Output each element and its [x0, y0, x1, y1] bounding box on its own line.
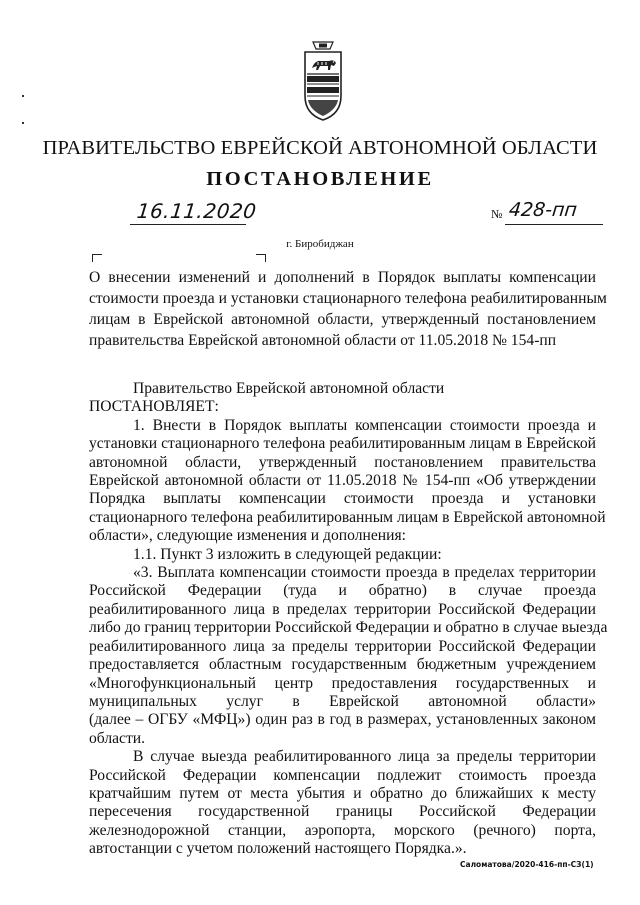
paragraph-line: стационарного телефона реабилитированным лицам в Еврейской автономной: [89, 508, 606, 526]
document-date: 16.11.2020: [135, 199, 258, 223]
subject-line: лицам в Еврейской автономной области, утвержденный постановлением: [89, 311, 596, 328]
paragraph-line: Еврейской автономной области от 11.05.2018 № 154-пп «Об утверждении: [89, 472, 596, 490]
paragraph-line: Российской Федерации (туда и обратно) в случае проезда: [89, 582, 596, 600]
paragraph-line: кратчайшим путем от места убытия и обратно до ближайших к месту: [89, 784, 596, 802]
subject-line: стоимости проезда и установки стационарного телефона реабилитированным: [89, 290, 607, 307]
paragraph-line: установки стационарного телефона реабилитированным лицам в Еврейской: [89, 435, 596, 453]
paragraph-line: области.: [89, 729, 146, 747]
paragraph-line: Российской Федерации компенсации подлежит стоимость проезда: [89, 766, 596, 784]
footer-reference: Саломатова/2020-416-пп-СЗ(1): [460, 860, 594, 869]
document-body: [89, 380, 608, 859]
document-number: 428-пп: [507, 199, 579, 221]
document-type: ПОСТАНОВЛЕНИЕ: [206, 168, 434, 190]
intro-decree: ПОСТАНОВЛЯЕТ:: [89, 398, 219, 416]
paragraph-line: реабилитированного лица в пределах территории Российской Федерации: [89, 600, 596, 618]
government-name: ПРАВИТЕЛЬСТВО ЕВРЕЙСКОЙ АВТОНОМНОЙ ОБЛАСТИ: [42, 137, 598, 159]
subject-line: правительства Еврейской автономной области от 11.05.2018 № 154-пп: [89, 332, 557, 349]
paragraph-line: пересечения государственной границы Российской Федерации: [89, 803, 596, 821]
paragraph-line: реабилитированного лица за пределы территории Российской Федерации: [89, 637, 596, 655]
document-subject: [89, 267, 607, 351]
paragraph-line: автостанции с учетом положений настоящего Порядка.».: [89, 840, 467, 858]
paragraph-line: железнодорожной станции, аэропорта, морского (речного) порта,: [89, 821, 596, 839]
date-underline: [130, 224, 246, 225]
paragraph-line: области», следующие изменения и дополнения:: [89, 527, 406, 545]
paragraph-line: В случае выезда реабилитированного лица за пределы территории: [133, 748, 596, 766]
coat-of-arms-icon: [303, 40, 343, 122]
paragraph-line: либо до границ территории Российской Федерации и обратно в случае выезда: [89, 619, 608, 637]
paragraph-line: «3. Выплата компенсации стоимости проезда в пределах территории: [133, 564, 596, 582]
number-underline: [505, 224, 603, 225]
scan-mark: [22, 95, 24, 97]
paragraph-line: 1. Внести в Порядок выплаты компенсации стоимости проезда и: [133, 416, 596, 434]
paragraph-line: автономной области, утвержденный постановлением правительства: [89, 453, 596, 471]
paragraph-line: предоставляется областным государственным бюджетным учреждением: [89, 656, 596, 674]
paragraph-line: 1.1. Пункт 3 изложить в следующей редакции:: [133, 545, 442, 563]
subject-line: О внесении изменений и дополнений в Порядок выплаты компенсации: [89, 269, 596, 286]
paragraph-line: муниципальных услуг в Еврейской автономной области»: [89, 692, 596, 710]
corner-mark-right: [256, 254, 266, 262]
paragraph-line: (далее – ОГБУ «МФЦ») один раз в год в размерах, установленных законом: [89, 711, 596, 729]
number-label: №: [491, 207, 503, 221]
intro-line: Правительство Еврейской автономной области: [133, 380, 445, 397]
corner-mark-left: [92, 254, 102, 262]
scan-mark: [22, 122, 24, 124]
paragraph-line: «Многофункциональный центр предоставления государственных и: [89, 674, 596, 692]
paragraph-line: Порядка выплаты компенсации стоимости проезда и установки: [89, 490, 596, 508]
city-name: г. Биробиджан: [286, 238, 354, 250]
